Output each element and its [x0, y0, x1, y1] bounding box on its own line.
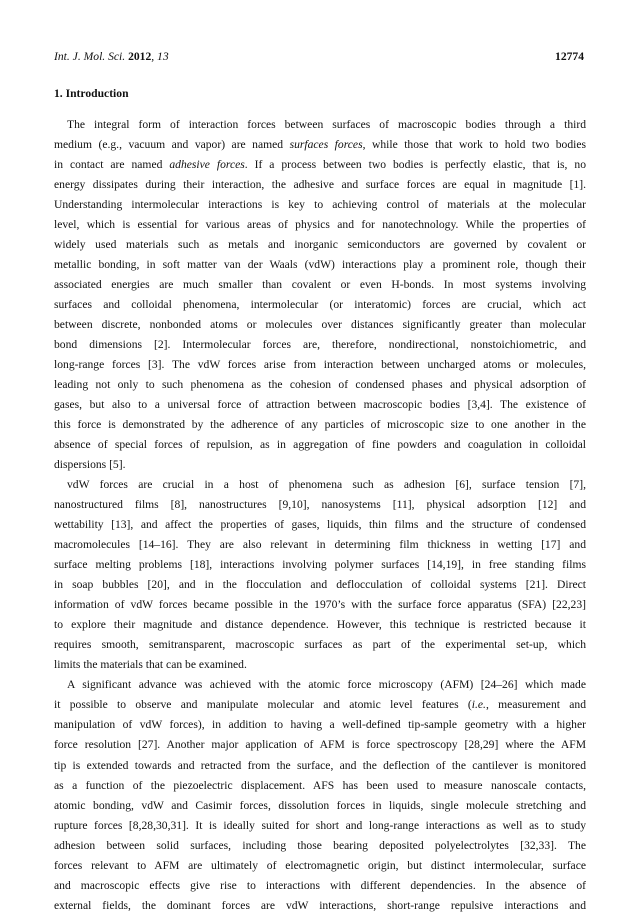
text-run: metallic bonding, in soft matter van der Waals (vdW) interactions play a prominent role, though their: [54, 258, 586, 272]
text-run: . If a process between two bodies is perfectly elastic, that is, no: [244, 158, 586, 172]
text-line: [54, 315, 586, 335]
text-run: atomic bonding, vdW and Casimir forces, dissolution forces in liquids, single molecule stretching and: [54, 798, 586, 812]
text-run: external fields, the dominant forces are vdW interactions, short-range repulsive interactions and: [54, 898, 586, 912]
text-line: [54, 555, 586, 575]
text-run: , measurement and: [485, 698, 586, 712]
text-line: [54, 695, 586, 715]
text-run: widely used materials such as metals and inorganic semiconductors are governed by covalent or: [54, 238, 586, 252]
text-line: [54, 515, 586, 535]
text-line: [54, 595, 586, 615]
text-run: associated energies are much smaller than covalent or even H-bonds. In most systems involving: [54, 278, 586, 292]
text-run: manipulation of vdW forces), in addition to having a well-defined tip-sample geometry with a higher: [54, 718, 586, 732]
text-run: tip is extended towards and retracted from the surface, and the deflection of the cantilever is monitored: [54, 758, 586, 772]
text-run: dispersions [5].: [54, 458, 126, 472]
text-run: vdW forces are crucial in a host of phenomena such as adhesion [6], surface tension [7],: [67, 478, 586, 492]
text-line: [54, 215, 586, 235]
journal-citation: [54, 49, 169, 65]
journal-year: 2012: [128, 50, 152, 63]
text-run: in soap bubbles [20], and in the flocculation and deflocculation of colloidal systems [21]. Direct: [54, 578, 586, 592]
running-header: [54, 49, 584, 65]
text-line: [54, 415, 586, 435]
text-line: [54, 776, 586, 796]
text-line: [54, 876, 586, 896]
text-run: this force is demonstrated by the adherence of any particles of microscopic size to one another in the: [54, 418, 586, 432]
text-run: macromolecules [14–16]. They are also relevant in determining film thickness in wetting [17] and: [54, 538, 586, 552]
text-line: [54, 495, 586, 515]
text-line: [54, 816, 586, 836]
page-number: 12774: [555, 50, 584, 63]
text-run: A significant advance was achieved with the atomic force microscopy (AFM) [24–26] which made: [67, 678, 586, 692]
text-run: information of vdW forces became possible in the 1970’s with the surface force apparatus (SFA) [22,23]: [54, 598, 586, 612]
text-line: [54, 575, 586, 595]
text-line: [54, 615, 586, 635]
text-line: [54, 155, 586, 175]
text-line: [54, 756, 586, 776]
text-line: [54, 255, 586, 275]
paragraph: [54, 675, 586, 915]
text-line: [54, 295, 586, 315]
text-line: [54, 355, 586, 375]
text-line: [54, 175, 586, 195]
text-run: surface melting problems [18], interactions involving polymer surfaces [14,19], in free standing films: [54, 558, 586, 572]
paragraph: [54, 115, 586, 475]
text-run: as a function of the piezoelectric displacement. AFS has been used to measure nanoscale contacts,: [54, 778, 586, 792]
text-run: gases, but also to a universal force of attraction between macroscopic bodies [3,4]. The existence of: [54, 398, 586, 412]
text-line: [54, 375, 586, 395]
text-line: [54, 796, 586, 816]
text-run: and macroscopic effects give rise to interactions with different dependencies. In the absence of: [54, 878, 586, 892]
text-line: [54, 135, 586, 155]
italic-term: surfaces forces: [289, 138, 363, 152]
text-line: [54, 655, 586, 675]
text-run: adhesion between solid surfaces, including those bearing deposited polyelectrolytes [32,33]. The: [54, 838, 586, 852]
text-run: between discrete, nonbonded atoms or molecules over distances significantly greater than molecular: [54, 318, 586, 332]
text-line: [54, 715, 586, 735]
text-run: to explore their magnitude and distance dependence. However, this technique is restricted because it: [54, 618, 586, 632]
journal-name: Int. J. Mol. Sci.: [54, 50, 126, 63]
text-line: [54, 275, 586, 295]
text-run: medium (e.g., vacuum and vapor) are named: [54, 138, 290, 152]
text-line: [54, 635, 586, 655]
text-line: [54, 435, 586, 455]
text-run: , while those that work to hold two bodies: [362, 138, 586, 152]
text-line: [54, 856, 586, 876]
text-run: Understanding intermolecular interactions is key to achieving control of materials at the molecular: [54, 198, 586, 212]
text-line: [54, 395, 586, 415]
text-line: [54, 115, 586, 135]
text-run: it possible to observe and manipulate molecular and atomic level features (: [54, 698, 472, 712]
text-run: force resolution [27]. Another major application of AFM is force spectroscopy [28,29] where the AFM: [54, 738, 586, 752]
text-line: [54, 475, 586, 495]
text-run: limits the materials that can be examined.: [54, 658, 247, 672]
text-run: absence of special forces of repulsion, as in aggregation of fine powders and coagulation in colloidal: [54, 438, 586, 452]
text-run: leading not only to such phenomena as the cohesion of condensed phases and physical adsorption of: [54, 378, 586, 392]
text-run: long-range forces [3]. The vdW forces arise from interaction between uncharged atoms or molecules,: [54, 358, 586, 372]
text-line: [54, 235, 586, 255]
text-run: bond dimensions [2]. Intermolecular forces are, therefore, nondirectional, nonstoichiometric, and: [54, 338, 586, 352]
italic-term: i.e.: [471, 698, 486, 712]
text-line: [54, 836, 586, 856]
text-run: The integral form of interaction forces between surfaces of macroscopic bodies through a third: [67, 118, 586, 131]
text-run: rupture forces [8,28,30,31]. It is ideally suited for short and long-range interactions as well as to study: [54, 818, 586, 832]
text-run: energy dissipates during their interaction, the adhesive and surface forces are equal in magnitude [1].: [54, 178, 586, 192]
text-run: surfaces and colloidal phenomena, intermolecular (or interatomic) forces are crucial, which act: [54, 298, 586, 312]
text-run: requires smooth, semitransparent, macroscopic surfaces as part of the experimental set-up, which: [54, 638, 586, 652]
journal-volume: , 13: [151, 50, 169, 63]
text-run: nanostructured films [8], nanostructures [9,10], nanosystems [11], physical adsorption [12] and: [54, 498, 586, 512]
text-line: [54, 195, 586, 215]
text-run: level, which is essential for various areas of physics and for nanotechnology. While the properties of: [54, 218, 586, 232]
paragraph: [54, 475, 586, 675]
section-heading: 1. Introduction: [54, 87, 129, 100]
text-run: forces relevant to AFM are ultimately of electromagnetic origin, but distinct intermolecular, surface: [54, 858, 586, 872]
text-line: [54, 735, 586, 755]
text-run: wettability [13], and affect the properties of gases, liquids, thin films and the structure of condensed: [54, 518, 586, 532]
text-line: [54, 675, 586, 695]
text-line: [54, 455, 586, 475]
text-line: [54, 535, 586, 555]
italic-term: adhesive forces: [169, 158, 245, 172]
text-line: [54, 335, 586, 355]
body-text: [54, 115, 586, 916]
text-line: [54, 896, 586, 916]
text-run: in contact are named: [54, 158, 170, 172]
